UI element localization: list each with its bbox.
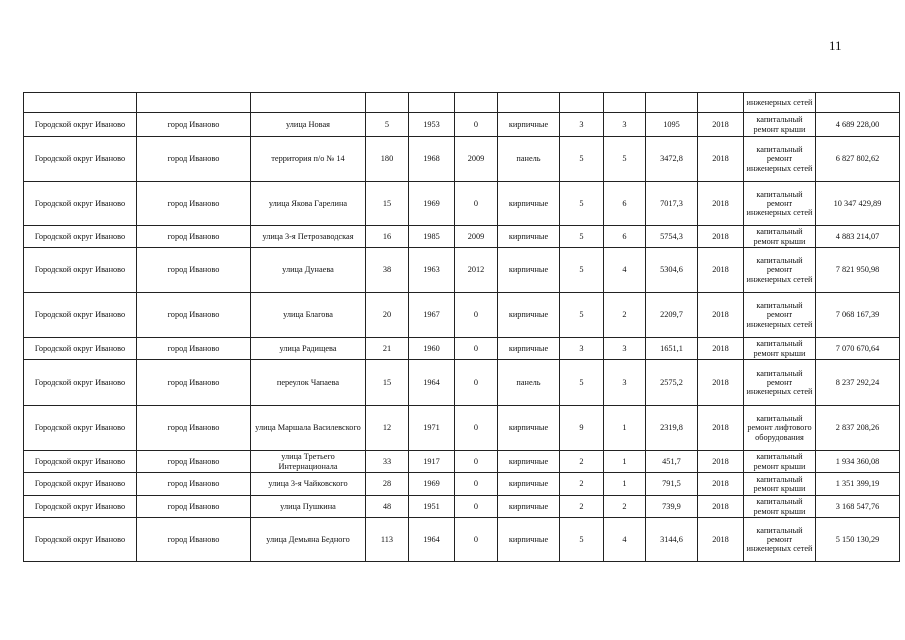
table-row <box>24 137 900 182</box>
table-cell-house-number: 16 <box>366 226 409 248</box>
table-cell-cost: 1 351 399,19 <box>816 473 900 496</box>
table-cell-area: 2209,7 <box>646 293 698 338</box>
table-cell-repair-type: капитальный ремонт инженерных сетей <box>744 360 816 406</box>
table-cell-area: 739,9 <box>646 496 698 518</box>
table-cell-year-renovated: 0 <box>455 360 498 406</box>
table-cell-wall-material: кирпичные <box>498 496 560 518</box>
table-cell-year-built: 1969 <box>409 182 455 226</box>
table-cell-cost: 3 168 547,76 <box>816 496 900 518</box>
table-cell-municipality: Городской округ Иваново <box>24 473 137 496</box>
table-cell-entrances: 6 <box>604 226 646 248</box>
page-number: 11 <box>829 38 842 53</box>
table-cell-cost: 7 068 167,39 <box>816 293 900 338</box>
table-cell-year-renovated: 2009 <box>455 226 498 248</box>
table-cell-year-renovated: 0 <box>455 496 498 518</box>
table-cell-plan-year: 2018 <box>698 293 744 338</box>
table-cell-plan-year: 2018 <box>698 518 744 562</box>
table-cell-wall-material: кирпичные <box>498 518 560 562</box>
table-cell-house-number: 28 <box>366 473 409 496</box>
table-row-carry-over <box>24 93 900 113</box>
table-cell-settlement: город Иваново <box>137 338 251 360</box>
table-cell-repair-type: капитальный ремонт лифтового оборудования <box>744 406 816 451</box>
table-cell-wall-material: кирпичные <box>498 473 560 496</box>
table-cell-entrances: 1 <box>604 473 646 496</box>
table-cell-year-renovated: 2009 <box>455 137 498 182</box>
table-cell-cost: 5 150 130,29 <box>816 518 900 562</box>
table-cell-repair-type: капитальный ремонт инженерных сетей <box>744 137 816 182</box>
table-cell-settlement: город Иваново <box>137 182 251 226</box>
table-row <box>24 406 900 451</box>
table-cell-settlement: город Иваново <box>137 360 251 406</box>
table-cell-area: 5304,6 <box>646 248 698 293</box>
table-cell-municipality: Городской округ Иваново <box>24 496 137 518</box>
table-cell-street: улица Третьего Интернационала <box>251 451 366 473</box>
table-cell-house-number: 15 <box>366 360 409 406</box>
table-cell-settlement: город Иваново <box>137 496 251 518</box>
table-cell-plan-year: 2018 <box>698 226 744 248</box>
table-cell-entrances: 1 <box>604 406 646 451</box>
table-cell-entrances: 6 <box>604 182 646 226</box>
table-cell-entrances: 5 <box>604 137 646 182</box>
table-cell-house-number: 20 <box>366 293 409 338</box>
table-cell-area: 3472,8 <box>646 137 698 182</box>
table-cell-repair-type: капитальный ремонт крыши <box>744 473 816 496</box>
table-cell-repair-type: капитальный ремонт крыши <box>744 451 816 473</box>
table-cell-year-built: 1971 <box>409 406 455 451</box>
table-cell-street: улица Радищева <box>251 338 366 360</box>
table-cell-settlement: город Иваново <box>137 473 251 496</box>
table-cell-year-built: 1985 <box>409 226 455 248</box>
table-cell-municipality: Городской округ Иваново <box>24 360 137 406</box>
table-cell-year-renovated: 0 <box>455 113 498 137</box>
table-cell-wall-material: кирпичные <box>498 182 560 226</box>
housing-repair-table <box>23 92 900 562</box>
table-cell-cost: 10 347 429,89 <box>816 182 900 226</box>
table-cell-repair-type: капитальный ремонт инженерных сетей <box>744 293 816 338</box>
table-cell-settlement: город Иваново <box>137 137 251 182</box>
table-cell-cost: 7 821 950,98 <box>816 248 900 293</box>
table-cell-year-built: 1964 <box>409 518 455 562</box>
table-row <box>24 338 900 360</box>
table-cell-repair-type: капитальный ремонт инженерных сетей <box>744 182 816 226</box>
table-cell-cost: 8 237 292,24 <box>816 360 900 406</box>
table-cell-year-built: 1969 <box>409 473 455 496</box>
table-cell-street: улица Маршала Василевского <box>251 406 366 451</box>
table-cell-entrances: 3 <box>604 338 646 360</box>
table-cell-year-renovated: 0 <box>455 293 498 338</box>
table-cell-municipality: Городской округ Иваново <box>24 293 137 338</box>
table-row <box>24 451 900 473</box>
table-cell-year-built: 1953 <box>409 113 455 137</box>
table-cell-street: улица Демьяна Бедного <box>251 518 366 562</box>
table-cell-floors: 3 <box>560 338 604 360</box>
table-cell-entrances: 4 <box>604 248 646 293</box>
table-cell-wall-material: панель <box>498 137 560 182</box>
table-cell-settlement: город Иваново <box>137 226 251 248</box>
table-cell-street: улица Пушкина <box>251 496 366 518</box>
table-cell-area: 5754,3 <box>646 226 698 248</box>
table-cell-repair-type: капитальный ремонт крыши <box>744 496 816 518</box>
table-cell-area: 1651,1 <box>646 338 698 360</box>
table-cell-street: улица 3-я Чайковского <box>251 473 366 496</box>
table-cell-year-renovated: 0 <box>455 451 498 473</box>
table-cell-area: 2575,2 <box>646 360 698 406</box>
table-cell-year-built: 1960 <box>409 338 455 360</box>
table-cell-floors: 2 <box>560 496 604 518</box>
table-cell-entrances: 3 <box>604 113 646 137</box>
table-row <box>24 518 900 562</box>
table-cell-year-built: 1968 <box>409 137 455 182</box>
table-cell-entrances: 4 <box>604 518 646 562</box>
table-cell-year-renovated: 0 <box>455 473 498 496</box>
table-cell-settlement: город Иваново <box>137 248 251 293</box>
table-cell-area: 7017,3 <box>646 182 698 226</box>
table-cell-floors: 5 <box>560 518 604 562</box>
table-cell-plan-year: 2018 <box>698 406 744 451</box>
table-cell-repair-type: инженерных сетей <box>744 93 816 113</box>
table-cell-plan-year: 2018 <box>698 496 744 518</box>
table-cell-area: 791,5 <box>646 473 698 496</box>
table-cell-repair-type: капитальный ремонт инженерных сетей <box>744 518 816 562</box>
table-cell-entrances: 2 <box>604 293 646 338</box>
table-cell-area: 3144,6 <box>646 518 698 562</box>
table-cell-cost: 7 070 670,64 <box>816 338 900 360</box>
table-cell-municipality: Городской округ Иваново <box>24 226 137 248</box>
table-cell-year-renovated: 0 <box>455 518 498 562</box>
table-cell-wall-material: кирпичные <box>498 406 560 451</box>
table-cell-wall-material: панель <box>498 360 560 406</box>
table-cell-cost: 6 827 802,62 <box>816 137 900 182</box>
table-cell-house-number: 21 <box>366 338 409 360</box>
table-cell-street: улица Благова <box>251 293 366 338</box>
table-cell-year-renovated: 0 <box>455 406 498 451</box>
table-cell-floors: 5 <box>560 226 604 248</box>
table-cell-floors: 2 <box>560 451 604 473</box>
table-cell-floors: 9 <box>560 406 604 451</box>
table-cell-entrances: 3 <box>604 360 646 406</box>
table-cell-entrances: 2 <box>604 496 646 518</box>
table-cell-year-built: 1951 <box>409 496 455 518</box>
table-row <box>24 113 900 137</box>
table-cell-wall-material: кирпичные <box>498 451 560 473</box>
table-cell-house-number: 15 <box>366 182 409 226</box>
table-cell-year-built: 1963 <box>409 248 455 293</box>
table-cell-plan-year: 2018 <box>698 473 744 496</box>
table-cell-cost: 4 883 214,07 <box>816 226 900 248</box>
table-cell-municipality: Городской округ Иваново <box>24 518 137 562</box>
table-row <box>24 360 900 406</box>
table-cell-municipality: Городской округ Иваново <box>24 338 137 360</box>
table-cell-year-renovated: 0 <box>455 338 498 360</box>
table-cell-repair-type: капитальный ремонт инженерных сетей <box>744 248 816 293</box>
table-cell-house-number: 113 <box>366 518 409 562</box>
table-cell-area: 451,7 <box>646 451 698 473</box>
table-cell-repair-type: капитальный ремонт крыши <box>744 338 816 360</box>
table-row <box>24 182 900 226</box>
table-row <box>24 496 900 518</box>
table-cell-floors: 2 <box>560 473 604 496</box>
table-cell-settlement: город Иваново <box>137 113 251 137</box>
table-cell-floors: 3 <box>560 113 604 137</box>
table-cell-plan-year: 2018 <box>698 248 744 293</box>
table-cell-area: 1095 <box>646 113 698 137</box>
table-cell-street: переулок Чапаева <box>251 360 366 406</box>
table-cell-cost: 2 837 208,26 <box>816 406 900 451</box>
table-cell-year-renovated: 0 <box>455 182 498 226</box>
table-cell-wall-material: кирпичные <box>498 338 560 360</box>
table-cell-wall-material: кирпичные <box>498 293 560 338</box>
table-cell-entrances: 1 <box>604 451 646 473</box>
table-cell-year-built: 1967 <box>409 293 455 338</box>
table-cell-floors: 5 <box>560 137 604 182</box>
table-cell-year-renovated: 2012 <box>455 248 498 293</box>
table-cell-settlement: город Иваново <box>137 406 251 451</box>
table-cell-settlement: город Иваново <box>137 293 251 338</box>
table-row <box>24 226 900 248</box>
table-cell-floors: 5 <box>560 360 604 406</box>
table-cell-street: улица Дунаева <box>251 248 366 293</box>
table-cell-wall-material: кирпичные <box>498 226 560 248</box>
table-cell-floors: 5 <box>560 182 604 226</box>
table-row <box>24 293 900 338</box>
table-cell-street: улица 3-я Петрозаводская <box>251 226 366 248</box>
table-cell-settlement: город Иваново <box>137 451 251 473</box>
table-row <box>24 473 900 496</box>
table-cell-house-number: 12 <box>366 406 409 451</box>
table-cell-wall-material: кирпичные <box>498 248 560 293</box>
table-cell-municipality: Городской округ Иваново <box>24 248 137 293</box>
table-cell-house-number: 38 <box>366 248 409 293</box>
table-cell-settlement: город Иваново <box>137 518 251 562</box>
table-cell-street: территория п/о № 14 <box>251 137 366 182</box>
table-cell-house-number: 48 <box>366 496 409 518</box>
table-cell-plan-year: 2018 <box>698 360 744 406</box>
table-row <box>24 248 900 293</box>
table-cell-year-built: 1917 <box>409 451 455 473</box>
table-cell-street: улица Якова Гарелина <box>251 182 366 226</box>
table-cell-municipality: Городской округ Иваново <box>24 451 137 473</box>
table-cell-municipality: Городской округ Иваново <box>24 113 137 137</box>
table-cell-municipality: Городской округ Иваново <box>24 137 137 182</box>
table-cell-house-number: 180 <box>366 137 409 182</box>
table-cell-house-number: 5 <box>366 113 409 137</box>
table-cell-municipality: Городской округ Иваново <box>24 182 137 226</box>
table-cell-repair-type: капитальный ремонт крыши <box>744 113 816 137</box>
table-cell-wall-material: кирпичные <box>498 113 560 137</box>
table-cell-plan-year: 2018 <box>698 137 744 182</box>
table-cell-plan-year: 2018 <box>698 182 744 226</box>
table-cell-municipality: Городской округ Иваново <box>24 406 137 451</box>
table-cell-street: улица Новая <box>251 113 366 137</box>
table-cell-plan-year: 2018 <box>698 451 744 473</box>
table-cell-repair-type: капитальный ремонт крыши <box>744 226 816 248</box>
table-cell-house-number: 33 <box>366 451 409 473</box>
table-cell-cost: 1 934 360,08 <box>816 451 900 473</box>
table-cell-plan-year: 2018 <box>698 338 744 360</box>
table-cell-floors: 5 <box>560 248 604 293</box>
table-cell-plan-year: 2018 <box>698 113 744 137</box>
table-cell-year-built: 1964 <box>409 360 455 406</box>
table-cell-floors: 5 <box>560 293 604 338</box>
table-cell-cost: 4 689 228,00 <box>816 113 900 137</box>
table-cell-area: 2319,8 <box>646 406 698 451</box>
